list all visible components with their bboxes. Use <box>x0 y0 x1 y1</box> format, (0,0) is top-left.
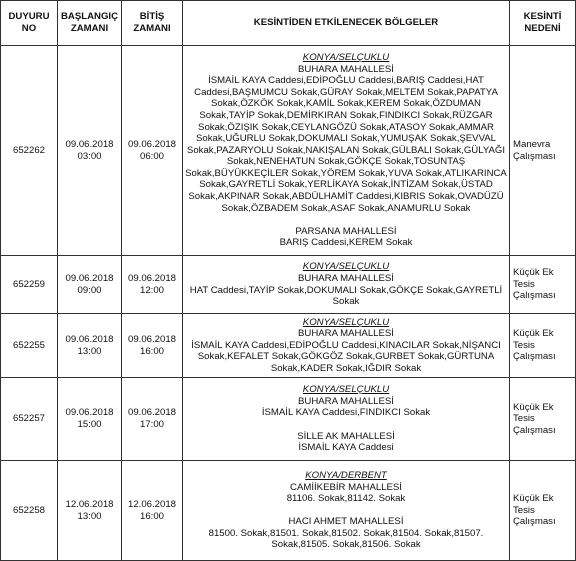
start-time-cell <box>58 461 122 561</box>
start-date: 09.06.2018 <box>65 333 114 345</box>
end-time-cell <box>122 378 183 461</box>
regions-cell <box>183 461 510 561</box>
end-date: 09.06.2018 <box>127 138 176 150</box>
table-row <box>1 256 576 314</box>
regions-cell <box>183 314 510 378</box>
district-name: KONYA/DERBENT <box>305 469 387 481</box>
end-date: 12.06.2018 <box>127 498 176 510</box>
spacer <box>184 505 508 517</box>
start-clock: 13:00 <box>77 345 102 357</box>
street-list: İSMAİL KAYA Caddesi,FINDIKCI Sokak <box>261 407 431 419</box>
street-list: BARIŞ Caddesi,KEREM Sokak <box>279 237 413 249</box>
start-date: 09.06.2018 <box>65 407 114 419</box>
end-date: 09.06.2018 <box>127 333 176 345</box>
start-clock: 09:00 <box>77 284 102 296</box>
header-start-time: BAŞLANGIÇ ZAMANI <box>58 1 122 46</box>
start-time-cell <box>58 46 122 256</box>
start-clock: 03:00 <box>77 150 102 162</box>
regions-cell <box>183 46 510 256</box>
end-time-cell <box>122 46 183 256</box>
street-list: 81500. Sokak,81501. Sokak,81502. Sokak,81504. Sokak,81507. Sokak,81505. Sokak,81506. Sokak <box>208 527 484 551</box>
start-time-cell <box>58 378 122 461</box>
neighborhood-name: BUHARA MAHALLESİ <box>298 272 394 284</box>
neighborhood-name: BUHARA MAHALLESİ <box>298 63 394 75</box>
notice-no-cell: 652262 <box>1 46 58 256</box>
table-row <box>1 378 576 461</box>
reason-cell: Manevra Çalışması <box>510 46 576 256</box>
neighborhood-name: BUHARA MAHALLESİ <box>298 328 394 340</box>
neighborhood-name: HACI AHMET MAHALLESİ <box>288 516 404 528</box>
start-clock: 13:00 <box>77 510 102 522</box>
notice-no-cell: 652258 <box>1 461 58 561</box>
regions-cell <box>183 378 510 461</box>
district-name: KONYA/SELÇUKLU <box>302 384 390 396</box>
end-clock: 17:00 <box>139 419 164 430</box>
reason-cell: Küçük Ek Tesis Çalışması <box>510 314 576 378</box>
spacer <box>184 214 508 226</box>
end-time-cell <box>122 256 183 314</box>
end-clock: 16:00 <box>139 345 164 357</box>
district-name: KONYA/SELÇUKLU <box>302 261 390 273</box>
notice-no-cell: 652257 <box>1 378 58 461</box>
table-row <box>1 314 576 378</box>
neighborhood-name: PARSANA MAHALLESİ <box>295 225 397 237</box>
reason-cell: Küçük Ek Tesis Çalışması <box>510 378 576 461</box>
end-time-cell <box>122 461 183 561</box>
notice-no-cell: 652259 <box>1 256 58 314</box>
table-body <box>1 46 576 561</box>
start-date: 12.06.2018 <box>65 498 114 510</box>
start-clock: 15:00 <box>77 419 102 430</box>
end-date: 09.06.2018 <box>127 407 176 419</box>
district-name: KONYA/SELÇUKLU <box>302 51 390 63</box>
street-list: İSMAİL KAYA Caddesi,EDİPOĞLU Caddesi,KINACILAR Sokak,NİŞANCI Sokak,KEFALET Sokak,GÖKGÖZ Sokak,GURBET Sokak,GÜRTUNA Sokak,KADER Sokak,IĞDIR Sokak <box>191 339 501 374</box>
spacer <box>184 419 508 431</box>
start-date: 09.06.2018 <box>65 138 114 150</box>
header-reason: KESİNTİ NEDENİ <box>510 1 576 46</box>
header-end-time: BİTİŞ ZAMANI <box>122 1 183 46</box>
street-list: İSMAİL KAYA Caddesi,EDİPOĞLU Caddesi,BARIŞ Caddesi,HAT Caddesi,BAŞMUMCU Sokak,GÜRAY Sokak,MELTEM Sokak,PAPATYA Sokak,ÖZKÖK Sokak,KAMİL Sokak,KEREM Sokak,ÖZDUMAN Sokak,TAYİP Sokak,DEMİRKIRAN Sokak,FINDIKCI Sokak,RÜZGAR Sokak,ÖZIŞIK Sokak,CEYLANGÖZÜ Sokak,ATASOY Sokak,AMMAR Sokak,UĞURLU Sokak,DOKUMALI Sokak,YUMUŞAK Sokak,ŞEVVAL Sokak,PAZARYOLU Sokak,NAKIŞALAN Sokak,GÜLBALI Sokak,GÜLYAĞI Sokak,NENEHATUN Sokak,GÖKÇE Sokak,TOSUNTAŞ Sokak,BÜYÜKKEÇİLER Sokak,YÖREM Sokak,YUVA Sokak,ATLIKARINCA Sokak,GAYRETLİ Sokak,YERLİKAYA Sokak,İNTİZAM Sokak,ÜSTAD Sokak,AKPINAR Sokak,ABDÜLHAMİT Caddesi,KIBRIS Sokak,OVADÜZÜ Sokak,ÖZBADEM Sokak,ASAF Sokak,ANAMURLU Sokak <box>185 75 507 214</box>
end-clock: 12:00 <box>139 284 164 296</box>
header-row <box>1 1 576 46</box>
district-name: KONYA/SELÇUKLU <box>302 316 390 328</box>
street-list: 81106. Sokak,81142. Sokak <box>286 493 406 505</box>
neighborhood-name: BUHARA MAHALLESİ <box>298 395 394 407</box>
header-notice-no: DUYURU NO <box>1 1 58 46</box>
street-list: İSMAİL KAYA Caddesi <box>298 442 394 454</box>
start-time-cell <box>58 256 122 314</box>
end-time-cell <box>122 314 183 378</box>
end-clock: 16:00 <box>139 510 164 522</box>
neighborhood-name: CAMİİKEBİR MAHALLESİ <box>290 481 402 493</box>
regions-cell <box>183 256 510 314</box>
start-time-cell <box>58 314 122 378</box>
end-clock: 06:00 <box>139 150 164 162</box>
neighborhood-name: SİLLE AK MAHALLESİ <box>297 430 395 442</box>
notice-no-cell: 652255 <box>1 314 58 378</box>
end-date: 09.06.2018 <box>127 272 176 284</box>
header-regions: KESİNTİDEN ETKİLENECEK BÖLGELER <box>183 1 510 46</box>
reason-cell: Küçük Ek Tesis Çalışması <box>510 256 576 314</box>
table-row <box>1 461 576 561</box>
reason-cell: Küçük Ek Tesis Çalışması <box>510 461 576 561</box>
street-list: HAT Caddesi,TAYİP Sokak,DOKUMALI Sokak,GÖKÇE Sokak,GAYRETLİ Sokak <box>189 284 503 308</box>
start-date: 09.06.2018 <box>65 272 114 284</box>
table-row <box>1 46 576 256</box>
